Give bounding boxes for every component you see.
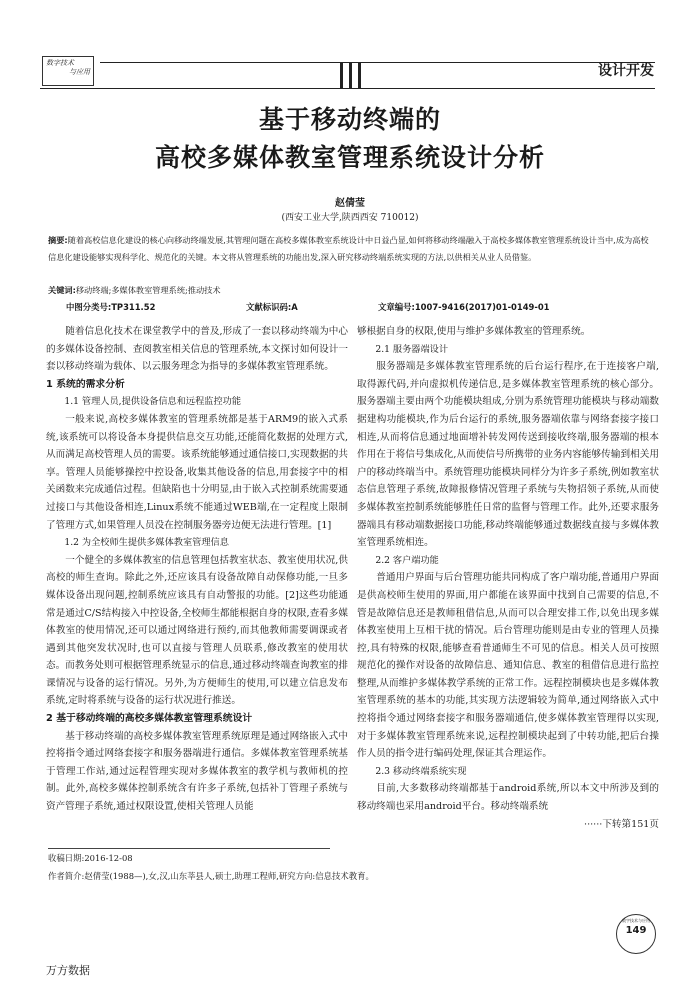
intro-paragraph: 随着信息化技术在课堂教学中的普及,形成了一套以移动终端为中心的多媒体设备控制、查阅教室相关信息的管理系统,本文探讨如何设计一套以移动终端为载体、以云服务理念为指导的多媒体教室管理系统。 (46, 326, 348, 373)
abstract-label: 摘要: (48, 235, 68, 245)
section-1-1-text: 一般来说,高校多媒体教室的管理系统都是基于ARM9的嵌入式系统,该系统可以将设备本身提供信息交互功能,还能简化数据的处理方式,从而满足高校管理人员的需要。该系统能够通过通信接口,实现数据的共享。管理人员能够操控中控设备,收集其他设备的信息,用套接字中的相关函数来完成通信过程。但缺陷也十分明显,由于嵌入式控制系统需要通过接口与其他设备相连,Linux系统不能通过WEB端,在一定程度上限制了管理方式,如果管理人员没在控制服务器旁边便无法进行管理。[1] (46, 413, 348, 531)
watermark: 万方数据 (46, 964, 90, 977)
document-code: 文献标识码:A (246, 302, 298, 312)
page-badge-text: 数字技术与应用 (622, 918, 650, 923)
clc-number: 中图分类号:TP311.52 (66, 302, 156, 312)
author-name: 赵倩莹 (335, 198, 365, 209)
section-2-text: 基于移动终端的高校多媒体教室管理系统原理是通过网络嵌入式中控将指令通过网络套接字和服务器端进行通信。多媒体教室管理系统基于管理工作站,通过远程管理实现对多媒体教室的教学机与教师机的控制。此外,高校多媒体控制系统含有许多子系统,包括补丁管理子系统与资产管理子系统,通过权限设置,使相关管理人员能 (46, 730, 348, 813)
header-rule-bottom (40, 88, 655, 89)
section-1-2-text: 一个健全的多媒体教室的信息管理包括教室状态、教室使用状况,供高校的师生查询。除此之外,还应该具有设备故障自动保修功能,一旦多媒体设备出现问题,控制系统应该具有自动警报的功能。[2]这些功能通常是通过C/S结构接入中控设备,全校师生都能根据自身的权限,查看多媒体教室的使用情况,还可以通过网络进行预约,而其他教师需要调课或者遇到其他突发状况时,也可以直接与管理人员联系,修改教室的使用状态。而教务处则可根据管理系统显示的信息,通过移动终端查询教室的排课情况与设备的运行情况。另外,为方便师生的使用,可以建立信息发布系统,定时将系统与设备的运行状况进行推送。 (46, 554, 348, 707)
section-2-heading: 2 基于移动终端的高校多媒体教室管理系统设计 (46, 713, 253, 725)
author-affiliation: (西安工业大学,陕西西安 710012) (281, 213, 419, 223)
section-2-3-text: 目前,大多数移动终端都基于android系统,所以本文中所涉及到的移动终端也采用android平台。移动终端系统 (357, 783, 659, 813)
keywords-text: 移动终端;多媒体教室管理系统;推动技术 (75, 285, 221, 295)
journal-logo-line1: 数字技术 (46, 59, 74, 67)
page-number: 149 (625, 925, 647, 936)
keywords (48, 282, 656, 299)
footnote-separator (48, 848, 330, 849)
section-2-1-text: 服务器端是多媒体教室管理系统的后台运行程序,在于连接客户端,取得源代码,并向虚拟机传递信息,是多媒体教室管理系统的核心部分。服务器端主要由两个功能模块组成,分别为系统管理功能模块与移动端数据建构功能模块,作为后台运行的系统,服务器端依靠与网络套接字接口相连,从而将信息通过地面增补转发网传送到接收终端,服务器端的根本作用在于将信号集成化,从而使信号所携带的业务内容能够传输到相关用户的移动终端当中。系统管理功能模块同样分为许多子系统,例如教室状态信息管理子系统,故障报修情况管理子系统与失物招领子系统,从而使多媒体教室控制系统能够胜任日常的监督与管理工作。此外,还要求服务器端具有移动端数据接口功能,移动终端能够通过数据线直接与多媒体教室管理系统相连。 (357, 361, 659, 549)
received-date: 收稿日期:2016-12-08 (48, 853, 133, 863)
section-2-3-heading: 2.3 移动终端系统实现 (375, 765, 467, 777)
section-1-2-heading: 1.2 为全校师生提供多媒体教室管理信息 (64, 537, 229, 549)
page-number-badge (616, 914, 656, 954)
section-1-1-heading: 1.1 管理人员,提供设备信息和远程监控功能 (64, 396, 242, 408)
continued-paragraph: 够根据自身的权限,使用与维护多媒体教室的管理系统。 (357, 326, 591, 337)
article-title-line2: 高校多媒体教室管理系统设计分析 (154, 143, 545, 172)
journal-logo-line2: 与应用 (69, 68, 90, 76)
right-column (357, 323, 659, 833)
header-rule-top (100, 62, 655, 63)
section-2-2-heading: 2.2 客户端功能 (375, 554, 439, 566)
continued-note: ······下转第151页 (584, 818, 659, 830)
keywords-label: 关键词: (48, 285, 76, 295)
header-decoration (340, 62, 364, 88)
author-bio: 作者简介:赵倩莹(1988—),女,汉,山东莘县人,硕士,助理工程师,研究方向:信息技术教育。 (48, 871, 374, 881)
journal-logo (42, 56, 94, 86)
left-column (46, 323, 348, 816)
section-2-2-text: 普通用户界面与后台管理功能共同构成了客户端功能,普通用户界面是供高校师生使用的界面,用户都能在该界面中找到自己需要的信息,不管是故障信息还是教师租借信息,从而可以合理安排工作,以免出现多媒体教室使用上互相干扰的情况。后台管理功能则是由专业的管理人员操控,具有特殊的权限,能够查看普通师生不可见的信息。相关人员可按照规范化的操作对设备的故障信息、通知信息、教室的租借信息进行监控整理,从而维护多媒体教学系统的正常工作。远程控制模块也是多媒体教室管理系统的基本的功能,其实现方法逻辑较为简单,通过网络嵌入式中控将指令通过网络套接字和服务器端通信,使多媒体教室管理得以实现,对于多媒体教室管理系统来说,远程控制模块起到了中转功能,把后台操作人员的指令进行编码处理,保证其合理运作。 (357, 572, 659, 760)
abstract (48, 232, 656, 265)
section-1-heading: 1 系统的需求分析 (46, 378, 125, 390)
abstract-text: 随着高校信息化建设的核心向移动终端发展,其管理问题在高校多媒体教室系统设计中日益凸显,如何将移动终端融入于高校多媒体教室管理系统设计当中,成为高校信息化建设能够实现科学化、规范化的关键。本文将从管理系统的功能出发,深入研究移动终端系统实现的方法,以供相关从业人员借鉴。 (48, 235, 649, 262)
section-2-1-heading: 2.1 服务器端设计 (375, 343, 449, 355)
section-title: 设计开发 (598, 63, 654, 79)
article-title-line1: 基于移动终端的 (258, 105, 441, 134)
article-number: 文章编号:1007-9416(2017)01-0149-01 (378, 302, 550, 312)
